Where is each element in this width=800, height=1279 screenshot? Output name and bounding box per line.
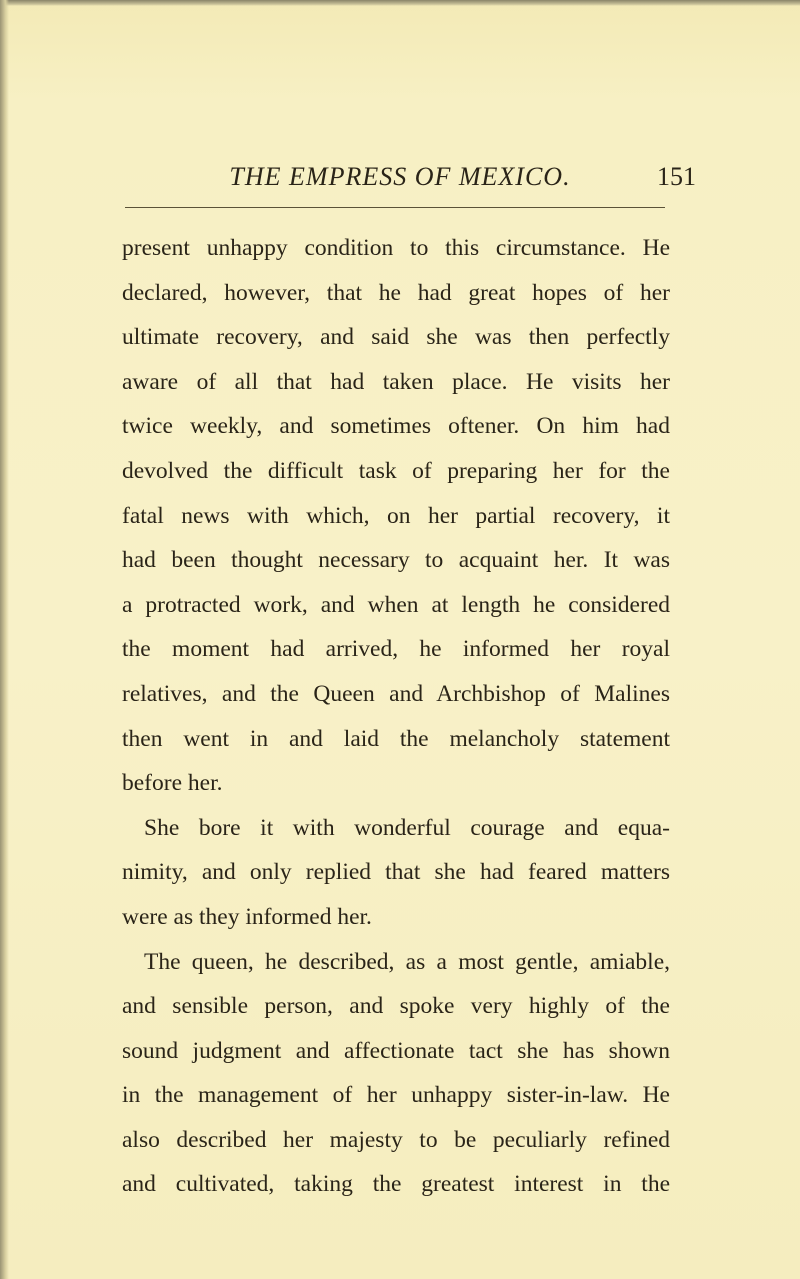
text-line: ultimate recovery, and said she was then perfectly [122,324,670,351]
text-line: a protracted work, and when at length he considered [122,591,670,618]
running-head [120,162,696,192]
text-line: also described her majesty to be peculiarly refined [122,1126,670,1153]
text-line: the moment had arrived, he informed her royal [122,636,670,663]
text-line: and cultivated, taking the greatest interest in the [122,1171,670,1198]
text-line: sound judgment and affectionate tact she has shown [122,1037,670,1064]
text-line: present unhappy condition to this circumstance. He [122,235,670,261]
text-line: devolved the difficult task of preparing her for the [122,457,670,484]
text-line: twice weekly, and sometimes oftener. On him had [122,413,670,440]
text-line: The queen, he described, as a most gentle, amiable, [144,948,670,975]
body-text [122,226,670,1207]
text-line: were as they informed her. [122,903,372,930]
text-line: had been thought necessary to acquaint her. It was [122,547,670,574]
text-line: fatal news with which, on her partial recovery, it [122,502,670,529]
page-top-edge [0,0,800,6]
text-line: and sensible person, and spoke very highly of the [122,993,670,1020]
page-number: 151 [657,162,696,191]
text-line: then went in and laid the melancholy statement [122,725,670,752]
text-line: nimity, and only replied that she had feared matters [122,859,670,886]
text-line: in the management of her unhappy sister-in-law. He [122,1082,670,1109]
text-line: before her. [122,770,223,797]
text-line: declared, however, that he had great hopes of her [122,279,670,306]
header-rule [125,207,665,208]
text-line: aware of all that had taken place. He visits her [122,368,670,395]
page-binding-edge [0,0,9,1279]
text-line: She bore it with wonderful courage and equa- [144,814,670,841]
text-line: relatives, and the Queen and Archbishop of Malines [122,680,670,707]
running-title: THE EMPRESS OF MEXICO. [229,162,571,191]
